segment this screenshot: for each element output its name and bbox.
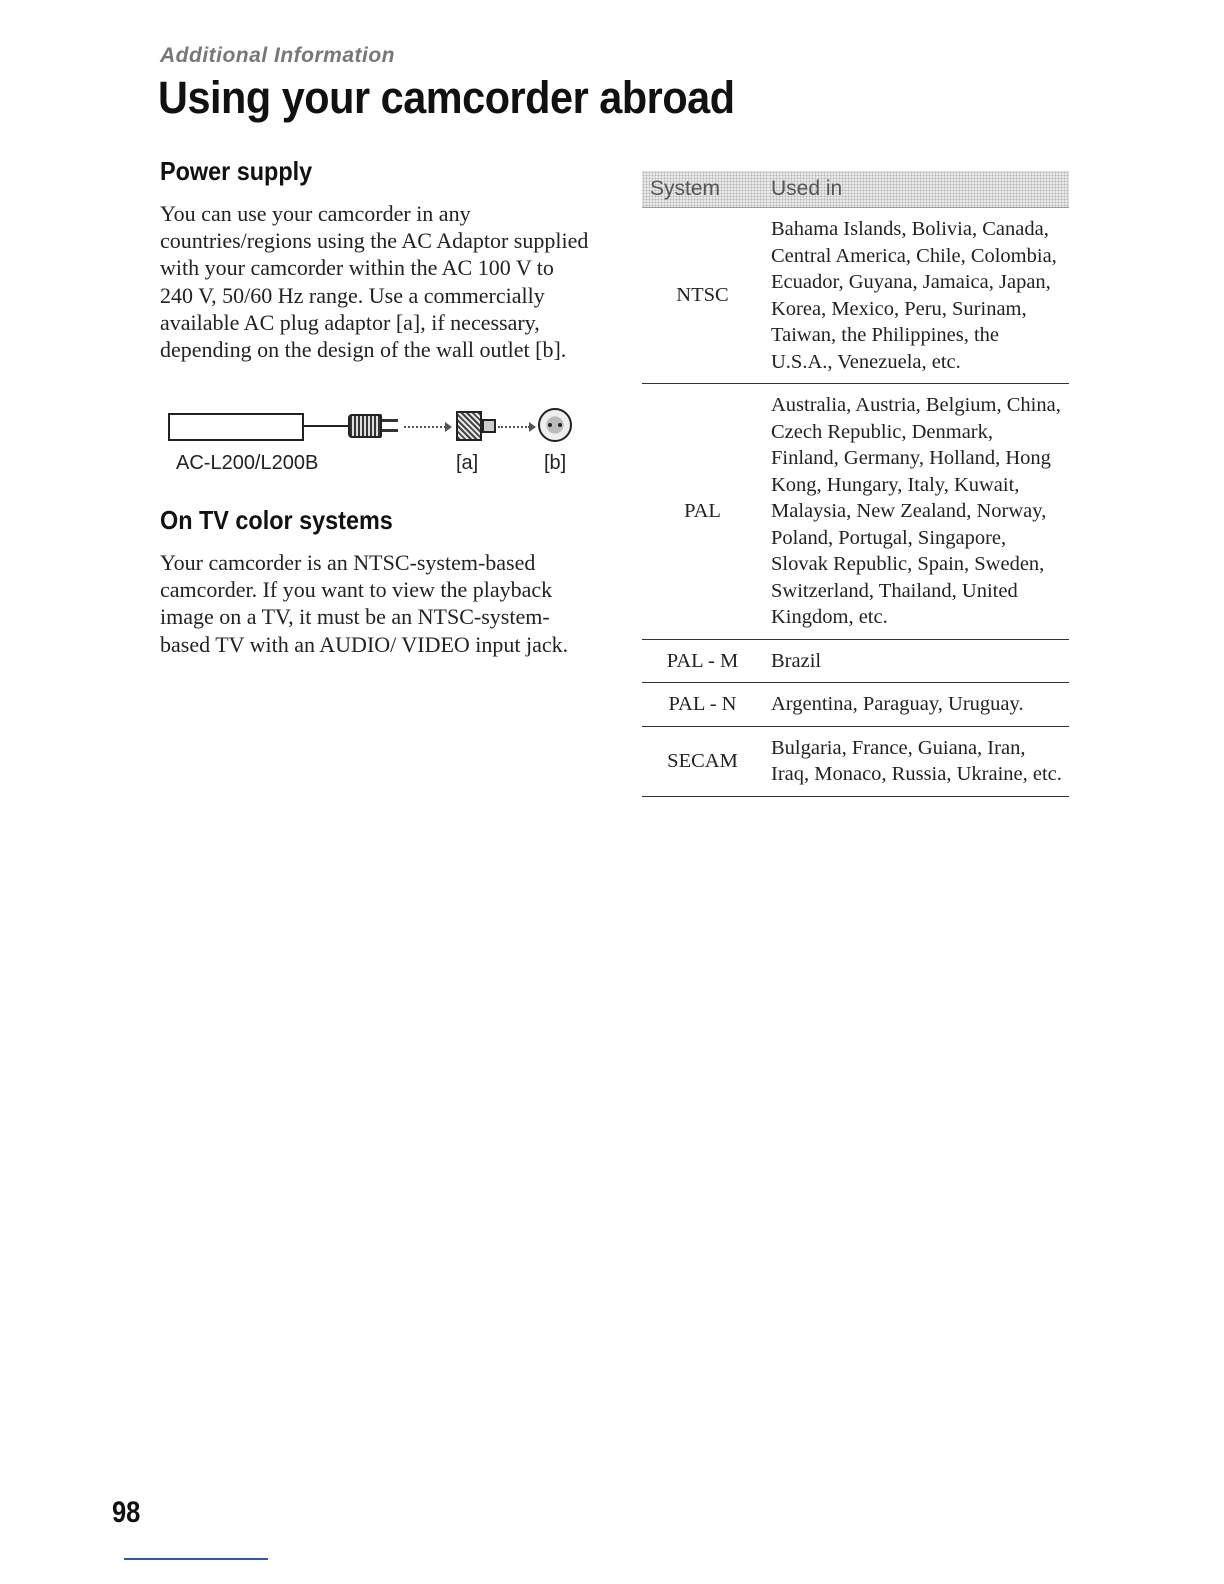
page-number: 98 bbox=[112, 1496, 141, 1529]
page-title: Using your camcorder abroad bbox=[158, 72, 735, 123]
label-a: [a] bbox=[456, 452, 479, 474]
wall-outlet-icon bbox=[538, 408, 572, 442]
used-in-cell: Argentina, Paraguay, Uruguay. bbox=[769, 683, 1069, 727]
table-header-row bbox=[642, 171, 1069, 208]
system-cell: PAL - M bbox=[642, 639, 769, 683]
power-supply-heading: Power supply bbox=[160, 156, 313, 186]
footer-rule bbox=[124, 1558, 268, 1560]
table-row bbox=[642, 639, 1069, 683]
power-supply-text: You can use your camcorder in any countries/regions using the AC Adaptor supplied with your camcorder within the AC 100 V to 240 V, 50/60 Hz range. Use a commercially available AC plug adaptor [a], if necessary, depending on the design of the wall outlet [b]. bbox=[160, 201, 589, 363]
tv-color-text: Your camcorder is an NTSC-system-based camcorder. If you want to view the playback image on a TV, it must be an NTSC-system-based TV with an AUDIO/ VIDEO input jack. bbox=[160, 550, 569, 657]
plug-prong-icon bbox=[382, 429, 398, 432]
system-cell: SECAM bbox=[642, 726, 769, 796]
arrow-right-icon bbox=[498, 426, 530, 428]
tv-system-table bbox=[642, 171, 1069, 797]
used-in-cell: Australia, Austria, Belgium, China, Czech Republic, Denmark, Finland, Germany, Holland, Hong Kong, Hungary, Italy, Kuwait, Malaysia, New Zealand, Norway, Poland, Portugal, Singapore, Slovak Republic, Spain, Sweden, Switzerland, Thailand, United Kingdom, etc. bbox=[769, 384, 1069, 640]
used-in-column-header: Used in bbox=[769, 171, 1069, 208]
power-adaptor-diagram bbox=[160, 405, 590, 483]
table-row bbox=[642, 208, 1069, 384]
tv-color-heading: On TV color systems bbox=[160, 505, 393, 535]
plug-prong-icon bbox=[382, 419, 398, 422]
label-b: [b] bbox=[544, 452, 567, 474]
used-in-cell: Bulgaria, France, Guiana, Iran, Iraq, Monaco, Russia, Ukraine, etc. bbox=[769, 726, 1069, 796]
power-cord-icon bbox=[304, 425, 350, 427]
system-column-header: System bbox=[642, 171, 769, 208]
table-row bbox=[642, 384, 1069, 640]
table-row bbox=[642, 726, 1069, 796]
system-cell: NTSC bbox=[642, 208, 769, 384]
system-cell: PAL - N bbox=[642, 683, 769, 727]
section-label: Additional Information bbox=[160, 44, 395, 67]
plug-adaptor-icon bbox=[456, 411, 482, 441]
ac-adaptor-icon bbox=[168, 413, 304, 441]
used-in-cell: Bahama Islands, Bolivia, Canada, Central America, Chile, Colombia, Ecuador, Guyana, Jamaica, Japan, Korea, Mexico, Peru, Surinam, Taiwan, the Philippines, the U.S.A., Venezuela, etc. bbox=[769, 208, 1069, 384]
table-row bbox=[642, 683, 1069, 727]
adaptor-model-label: AC-L200/L200B bbox=[176, 452, 319, 474]
power-plug-icon bbox=[348, 414, 382, 438]
system-cell: PAL bbox=[642, 384, 769, 640]
used-in-cell: Brazil bbox=[769, 639, 1069, 683]
arrow-right-icon bbox=[404, 426, 446, 428]
plug-adaptor-tail-icon bbox=[482, 419, 496, 433]
